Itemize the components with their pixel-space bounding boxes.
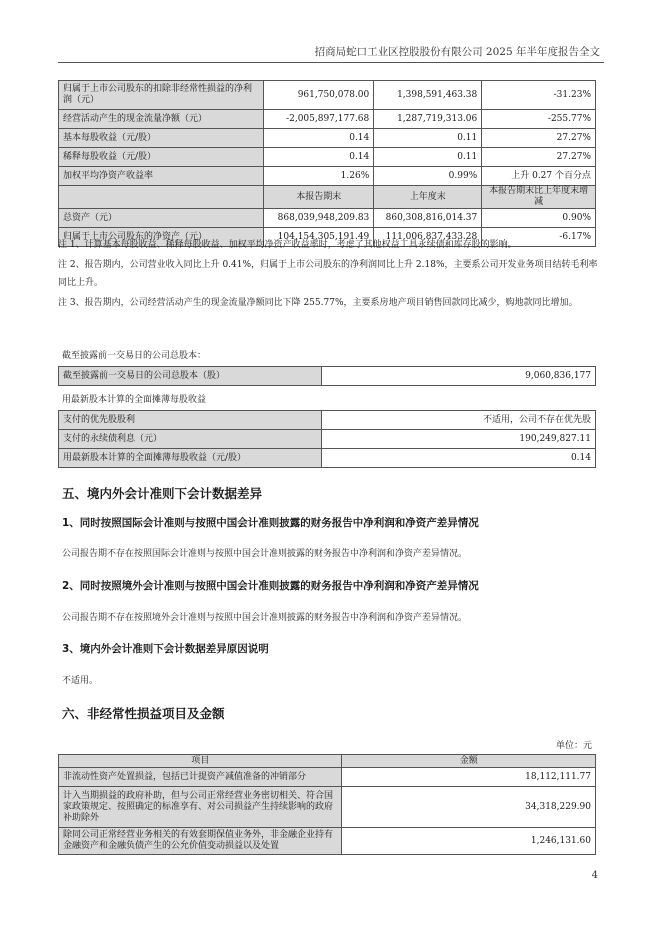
section-5-sub1-text: 公司报告期不存在按照国际会计准则与按照中国会计准则披露的财务报告中净利润和净资产差异情况。 [62,549,468,559]
page-header: 招商局蛇口工业区控股股份有限公司 2025 年半年度报告全文 [314,46,600,58]
unit-label: 单位：元 [555,741,592,751]
table-row: 稀释每股收益（元/股） 0.14 0.11 27.27% [59,148,596,167]
section-5-sub2-text: 公司报告期不存在按照境外会计准则与按照中国会计准则披露的财务报告中净利润和净资产差异情况。 [62,613,468,623]
table-row: 计入当期损益的政府补助，但与公司正常经营业务密切相关、符合国家政策规定、按照确定的标准享有、对公司损益产生持续影响的政府补助除外 34,318,229.90 [59,787,596,828]
table-row: 非流动性资产处置损益，包括已计提资产减值准备的冲销部分 18,112,111.77 [59,768,596,787]
non-recurring-items-table [58,754,596,855]
note-2: 注 2、报告期内，公司营业收入同比上升 0.41%，归属于上市公司股东的净利润同比上升 2.18%，主要系公司开发业务项目结转毛利率同比上升。 [58,260,598,288]
page-number: 4 [591,870,598,881]
note-1: 注 1、计算基本每股收益、稀释每股收益、加权平均净资产收益率时，考虑了其他权益工具永续债和库存股的影响。 [58,240,517,250]
section-6-title: 六、非经常性损益项目及金额 [62,706,225,721]
table-row: 支付的优先股股利 不适用，公司不存在优先股 [59,411,596,430]
table-row: 总资产（元） 868,039,948,209.83 860,308,816,014.37 0.90% [59,209,596,228]
note-3: 注 3、报告期内，公司经营活动产生的现金流量净额同比下降 255.77%，主要系房地产项目销售回款同比减少，购地款同比增加。 [58,298,578,308]
table-row: 基本每股收益（元/股） 0.14 0.11 27.27% [59,129,596,148]
table-subheader-row: 本报告期末 上年度末 本报告期末比上年度末增减 [59,186,596,209]
table-row: 用最新股本计算的全面摊薄每股收益（元/股） 0.14 [59,449,596,468]
table-row: 截至披露前一交易日的公司总股本（股） 9,060,836,177 [59,367,596,386]
share-capital-label: 截至披露前一交易日的公司总股本： [62,351,207,361]
eps-label: 用最新股本计算的全面摊薄每股收益 [62,395,207,405]
table-row: 加权平均净资产收益率 1.26% 0.99% 上升 0.27 个百分点 [59,167,596,186]
table-row: 除同公司正常经营业务相关的有效套期保值业务外，非金融企业持有金融资产和金融负债产生的公允价值变动损益以及处置 1,246,131.60 [59,828,596,855]
share-capital-table [58,366,596,386]
header-rule [58,62,604,63]
key-financial-table [58,80,596,247]
section-5-sub3-title: 3、境内外会计准则下会计数据差异原因说明 [62,643,269,655]
section-5-sub3-text: 不适用。 [62,676,99,686]
table-header-row: 项目 金额 [59,755,596,768]
section-5-sub1-title: 1、同时按照国际会计准则与按照中国会计准则披露的财务报告中净利润和净资产差异情况 [62,517,479,529]
table-row: 归属于上市公司股东的扣除非经常性损益的净利润（元） 961,750,078.00 1,398,591,463.38 -31.23% [59,81,596,110]
table-row: 归属于上市公司股东的净资产（元） 104,154,305,191.49 111,006,837,433.28 -6.17% [59,228,596,247]
eps-table [58,410,596,468]
section-5-title: 五、境内外会计准则下会计数据差异 [62,486,263,501]
section-5-sub2-title: 2、同时按照境外会计准则与按照中国会计准则披露的财务报告中净利润和净资产差异情况 [62,580,479,592]
table-row: 经营活动产生的现金流量净额（元） -2,005,897,177.68 1,287,719,313.06 -255.77% [59,110,596,129]
table-row: 支付的永续债利息（元） 190,249,827.11 [59,430,596,449]
